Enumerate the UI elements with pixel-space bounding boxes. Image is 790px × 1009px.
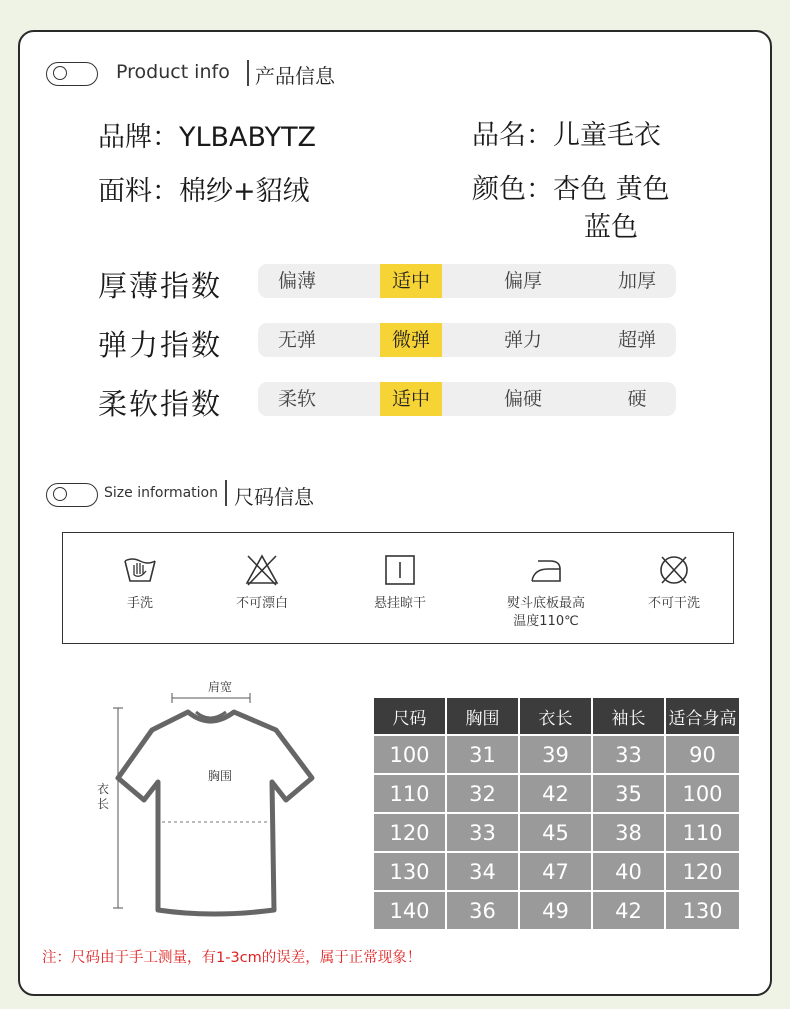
measurement-note: 注：尺码由于手工测量，有1-3cm的误差，属于正常现象！	[42, 950, 422, 966]
table-cell: 120	[666, 853, 739, 890]
table-row	[374, 736, 739, 773]
size-table	[372, 696, 741, 931]
table-cell: 35	[593, 775, 664, 812]
scale-option: 加厚	[617, 270, 656, 292]
table-cell: 36	[447, 892, 518, 929]
iron-icon	[528, 553, 564, 587]
color-text-line2: 蓝色	[584, 212, 638, 243]
scale-option: 超弹	[617, 329, 656, 351]
header-divider	[247, 60, 249, 86]
shoulder-label: 肩宽	[208, 680, 233, 694]
scale-option-selected: 微弹	[380, 323, 442, 357]
table-header-row	[374, 698, 739, 734]
tshirt-diagram	[100, 682, 330, 922]
header-divider	[225, 480, 227, 506]
scale-option: 偏硬	[503, 388, 542, 410]
table-cell: 130	[374, 853, 445, 890]
table-cell: 110	[374, 775, 445, 812]
scale-option: 偏薄	[277, 270, 316, 292]
care-item-iron	[481, 553, 611, 631]
table-cell: 100	[374, 736, 445, 773]
chest-label: 胸围	[208, 769, 233, 783]
care-text: 不可漂白	[235, 596, 288, 611]
table-cell: 31	[447, 736, 518, 773]
care-instructions-box	[62, 532, 734, 644]
table-cell: 42	[593, 892, 664, 929]
table-cell: 45	[520, 814, 591, 851]
no-bleach-icon	[244, 553, 280, 587]
table-cell: 38	[593, 814, 664, 851]
hang-dry-icon	[382, 553, 418, 587]
care-item-hand-wash	[75, 553, 205, 613]
table-cell: 140	[374, 892, 445, 929]
table-header-cell: 衣长	[520, 698, 591, 734]
hand-wash-icon	[122, 553, 158, 587]
scale-option: 柔软	[277, 388, 316, 410]
care-text-line: 熨斗底板最高	[506, 596, 585, 611]
table-row	[374, 892, 739, 929]
softness-scale	[258, 382, 676, 416]
color-text: 颜色：杏色 黄色	[472, 174, 670, 205]
table-cell: 130	[666, 892, 739, 929]
elasticity-index-label: 弹力指数	[98, 328, 223, 362]
table-header-cell: 适合身高	[666, 698, 739, 734]
table-cell: 32	[447, 775, 518, 812]
care-text: 悬挂晾干	[373, 596, 426, 611]
scale-option-selected: 适中	[380, 264, 442, 298]
scale-option: 弹力	[503, 329, 542, 351]
brand-text: 品牌：YLBABYTZ	[98, 122, 317, 153]
care-item-hang-dry	[335, 553, 465, 613]
table-cell: 49	[520, 892, 591, 929]
size-info-title-cn: 尺码信息	[234, 485, 314, 509]
table-row	[374, 814, 739, 851]
table-header-cell: 尺码	[374, 698, 445, 734]
table-cell: 33	[447, 814, 518, 851]
product-name-text: 品名：儿童毛衣	[472, 120, 661, 151]
care-text: 手洗	[126, 596, 153, 611]
table-cell: 120	[374, 814, 445, 851]
table-cell: 47	[520, 853, 591, 890]
care-item-no-dry-clean	[609, 553, 739, 613]
scale-option-selected: 适中	[380, 382, 442, 416]
table-row	[374, 853, 739, 890]
fabric-text: 面料：棉纱+貂绒	[98, 176, 310, 207]
table-cell: 39	[520, 736, 591, 773]
table-header-cell: 胸围	[447, 698, 518, 734]
care-text: 不可干洗	[647, 596, 700, 611]
toggle-icon	[46, 62, 98, 86]
length-label: 衣长	[97, 782, 110, 811]
table-cell: 90	[666, 736, 739, 773]
thickness-scale	[258, 264, 676, 298]
size-info-title-en: Size information	[104, 485, 218, 501]
table-cell: 40	[593, 853, 664, 890]
toggle-icon	[46, 483, 98, 507]
product-info-title-en: Product info	[116, 61, 230, 83]
thickness-index-label: 厚薄指数	[98, 269, 223, 303]
elasticity-scale	[258, 323, 676, 357]
care-text-line: 温度110℃	[513, 614, 579, 629]
no-dry-clean-icon	[656, 553, 692, 587]
product-card	[18, 30, 772, 996]
scale-option: 偏厚	[503, 270, 542, 292]
product-info-title-cn: 产品信息	[255, 64, 335, 88]
table-row	[374, 775, 739, 812]
care-item-no-bleach	[197, 553, 327, 613]
table-cell: 33	[593, 736, 664, 773]
softness-index-label: 柔软指数	[98, 387, 223, 421]
table-cell: 34	[447, 853, 518, 890]
care-text	[481, 595, 611, 631]
table-cell: 42	[520, 775, 591, 812]
scale-option: 无弹	[277, 329, 316, 351]
table-cell: 100	[666, 775, 739, 812]
table-cell: 110	[666, 814, 739, 851]
scale-option: 硬	[627, 388, 647, 410]
table-header-cell: 袖长	[593, 698, 664, 734]
